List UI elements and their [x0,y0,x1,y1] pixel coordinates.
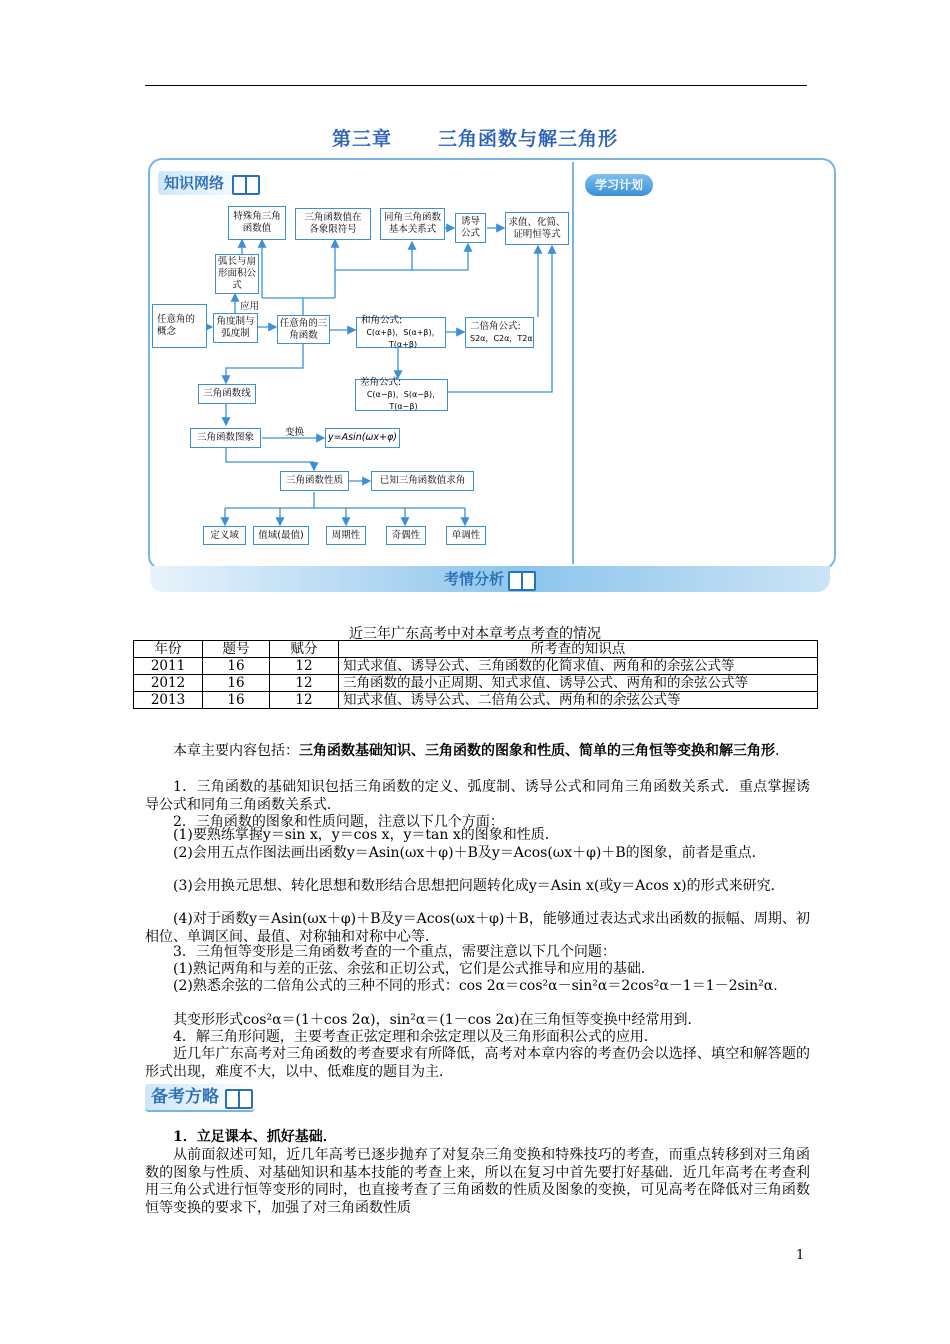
node-same-angle: 同角三角函数基本关系式 [380,208,445,240]
strategy-tab: 备考方略 [145,1084,255,1112]
table-cell: 2012 [134,675,203,692]
chapter-number: 第三章 [331,128,392,150]
node-any-angle-function: 任意角的三角函数 [277,315,330,344]
node-range: 值域(最值) [253,526,309,545]
table-cell: 12 [270,692,339,709]
paragraph: (1)要熟练掌握y＝sin x，y＝cos x，y＝tan x的图象和性质． [173,827,559,843]
paragraph: 2．三角函数的图象和性质问题，注意以下几个方面： [173,814,504,830]
table-cell: 2013 [134,692,203,709]
table-cell: 知式求值、诱导公式、三角函数的化简求值、两角和的余弦公式等 [339,658,818,675]
table-cell: 12 [270,675,339,692]
table-cell: 三角函数的最小正周期、知式求值、诱导公式、两角和的余弦公式等 [339,675,818,692]
node-special-angle: 特殊角三角函数值 [228,206,286,240]
node-induction-formula: 诱导公式 [455,213,486,243]
table-row [134,658,818,675]
node-trig-graph: 三角函数图象 [190,428,261,448]
paragraph: 从前面叙述可知，近几年高考已逐步抛弃了对复杂三角变换和特殊技巧的考查，而重点转移到对三角函数的图象与性质、对基础知识和基本技能的考查上来，所以在复习中首先要打好基础．近几年高考在考查利用三角公式进行恒等变形的同时，也直接考查了三角函数的性质及图象的变换，可见高考在降低对三角函数恒等变换的要求下，加强了对三角函数性质 [145,1147,810,1216]
page-number: 1 [796,1248,805,1263]
paragraph: 3．三角恒等变形是三角函数考查的一个重点，需要注意以下几个问题： [173,944,616,960]
paragraph: 其变形形式cos²α＝(1＋cos 2α)，sin²α＝(1－cos 2α)在三角恒等变换中经常用到． [173,1012,702,1028]
node-asin-function: y=Asin(ωx+φ) [325,428,400,448]
table-cell: 16 [203,692,270,709]
book-icon [508,571,536,591]
table-row [134,692,818,709]
table-header: 题号 [203,641,270,658]
exam-table [133,640,818,709]
node-sum-formula: 和角公式: C(α+β)，S(α+β)，T(α+β) [356,317,446,348]
node-quadrant-sign: 三角函数值在各象限符号 [295,208,371,240]
table-header: 赋分 [270,641,339,658]
paragraph: 1．三角函数的基础知识包括三角函数的定义、弧度制、诱导公式和同角三角函数关系式．重点掌握诱导公式和同角三角函数关系式． [145,779,810,813]
node-periodicity: 周期性 [326,526,366,545]
label-transform: 变换 [285,427,305,438]
paragraph: (2)会用五点作图法画出函数y＝Asin(ωx＋φ)＋B及y＝Acos(ωx＋φ)＋B的图象，前者是重点． [173,845,766,861]
node-any-angle-concept: 任意角的概念 [152,304,207,348]
table-cell: 16 [203,658,270,675]
node-trig-properties: 三角函数性质 [280,471,349,491]
node-monotonicity: 单调性 [446,526,486,545]
node-known-value-angle: 已知三角函数值求角 [371,471,474,491]
label-apply: 应用 [240,301,260,312]
node-arc-length: 弧长与扇形面积公式 [215,254,259,294]
node-evaluate-simplify: 求值、化简、证明恒等式 [505,212,569,245]
node-double-angle: 二倍角公式: S2α，C2α，T2α [465,317,534,348]
paragraph: (3)会用换元思想、转化思想和数形结合思想把问题转化成y＝Asin x(或y＝Acos x)的形式来研究． [173,878,785,894]
table-header: 年份 [134,641,203,658]
node-degree-radian: 角度制与弧度制 [213,313,258,343]
paragraph: 4．解三角形问题，主要考查正弦定理和余弦定理以及三角形面积公式的应用． [173,1029,658,1045]
section-heading: 1．立足课本、抓好基础． [173,1129,337,1145]
table-header-row [134,641,818,658]
paragraph: (1)熟记两角和与差的正弦、余弦和正切公式，它们是公式推导和应用的基础． [173,961,655,977]
table-row [134,675,818,692]
node-parity: 奇偶性 [386,526,426,545]
node-trig-line: 三角函数线 [198,384,256,404]
intro-paragraph: 本章主要内容包括：三角函数基础知识、三角函数的图象和性质、简单的三角恒等变换和解三角形. [173,743,780,759]
knowledge-network-tab: 知识网络 [158,171,258,195]
table-cell: 16 [203,675,270,692]
table-header: 所考查的知识点 [339,641,818,658]
chapter-name: 三角函数与解三角形 [438,128,619,150]
table-caption: 近三年广东高考中对本章考点考查的情况 [349,626,601,642]
paragraph: (2)熟悉余弦的二倍角公式的三种不同的形式：cos 2α＝cos²α－sin²α＝2cos²α－1＝1－2sin²α． [173,978,788,994]
table-cell: 12 [270,658,339,675]
table-cell: 2011 [134,658,203,675]
exam-analysis-tab: 考情分析 [444,570,505,588]
book-icon [225,1089,253,1109]
node-difference-formula: 差角公式: C(α−β)，S(α−β)，T(α−β) [355,379,448,411]
node-domain: 定义域 [203,526,246,545]
paragraph: 近几年广东高考对三角函数的考查要求有所降低，高考对本章内容的考查仍会以选择、填空和解答题的形式出现，难度不大，以中、低难度的题目为主． [145,1046,810,1080]
paragraph: (4)对于函数y＝Asin(ωx＋φ)＋B及y＝Acos(ωx＋φ)＋B，能够通过表达式求出函数的振幅、周期、初相位、单调区间、最值、对称轴和对称中心等． [145,911,810,945]
table-cell: 知式求值、诱导公式、二倍角公式、两角和的余弦公式等 [339,692,818,709]
study-plan-tab: 学习计划 [585,174,653,196]
